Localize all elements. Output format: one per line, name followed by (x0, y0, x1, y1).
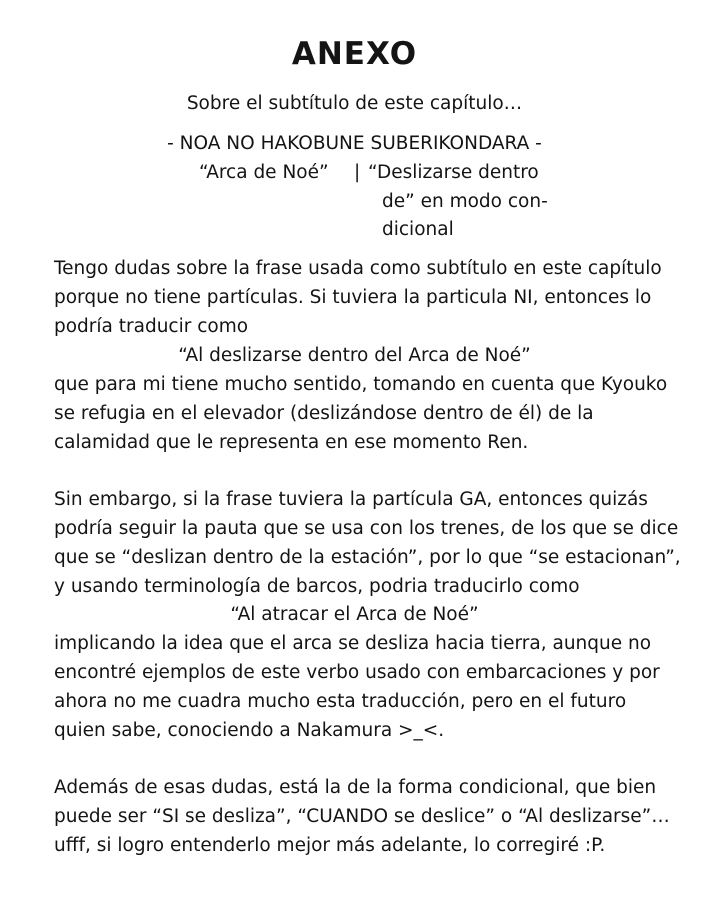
gloss-separator: | (354, 162, 361, 183)
page-title: ANEXO (291, 36, 418, 72)
paragraph-line: podría seguir la pauta que se usa con los trenes, de los que se dice (54, 518, 679, 539)
gloss-left: “Arca de Noé” (199, 162, 329, 183)
paragraph-line: que para mi tiene mucho sentido, tomando en cuenta que Kyouko (54, 374, 668, 395)
paragraph-line: encontré ejemplos de este verbo usado con embarcaciones y por (54, 662, 660, 683)
gloss-right-line: “Deslizarse dentro (368, 162, 539, 183)
paragraph-line: podría traducir como (54, 316, 249, 337)
translation-quote: “Al atracar el Arca de Noé” (230, 604, 479, 625)
gloss-right-line: de” en modo con- (382, 191, 548, 212)
paragraph-line: calamidad que le representa en ese momento Ren. (54, 432, 529, 453)
translation-quote: “Al deslizarse dentro del Arca de Noé” (178, 345, 531, 366)
paragraph-line: que se “deslizan dentro de la estación”, por lo que “se estacionan”, (54, 547, 681, 568)
paragraph-line: porque no tiene partículas. Si tuviera la particula NI, entonces lo (54, 287, 652, 308)
paragraph-line: Además de esas dudas, está la de la forma condicional, que bien (54, 777, 657, 798)
paragraph-line: y usando terminología de barcos, podria traducirlo como (54, 576, 580, 597)
paragraph-line: se refugia en el elevador (deslizándose dentro de él) de la (54, 403, 594, 424)
paragraph-line: Sin embargo, si la frase tuviera la partícula GA, entonces quizás (54, 489, 648, 510)
paragraph-line: implicando la idea que el arca se desliza hacia tierra, aunque no (54, 633, 652, 654)
subtitle-romaji: - NOA NO HAKOBUNE SUBERIKONDARA - (167, 133, 542, 154)
paragraph-line: Tengo dudas sobre la frase usada como subtítulo en este capítulo (54, 258, 662, 279)
paragraph-line: ufff, si logro entenderlo mejor más adelante, lo corregiré :P. (54, 835, 606, 856)
paragraph-line: puede ser “SI se desliza”, “CUANDO se deslice” o “Al deslizarse”… (54, 806, 670, 827)
intro-heading: Sobre el subtítulo de este capítulo… (186, 93, 523, 114)
paragraph-line: quien sabe, conociendo a Nakamura >_<. (54, 720, 445, 741)
paragraph-line: ahora no me cuadra mucho esta traducción, pero en el futuro (54, 691, 627, 712)
gloss-right-line: dicional (382, 219, 454, 240)
